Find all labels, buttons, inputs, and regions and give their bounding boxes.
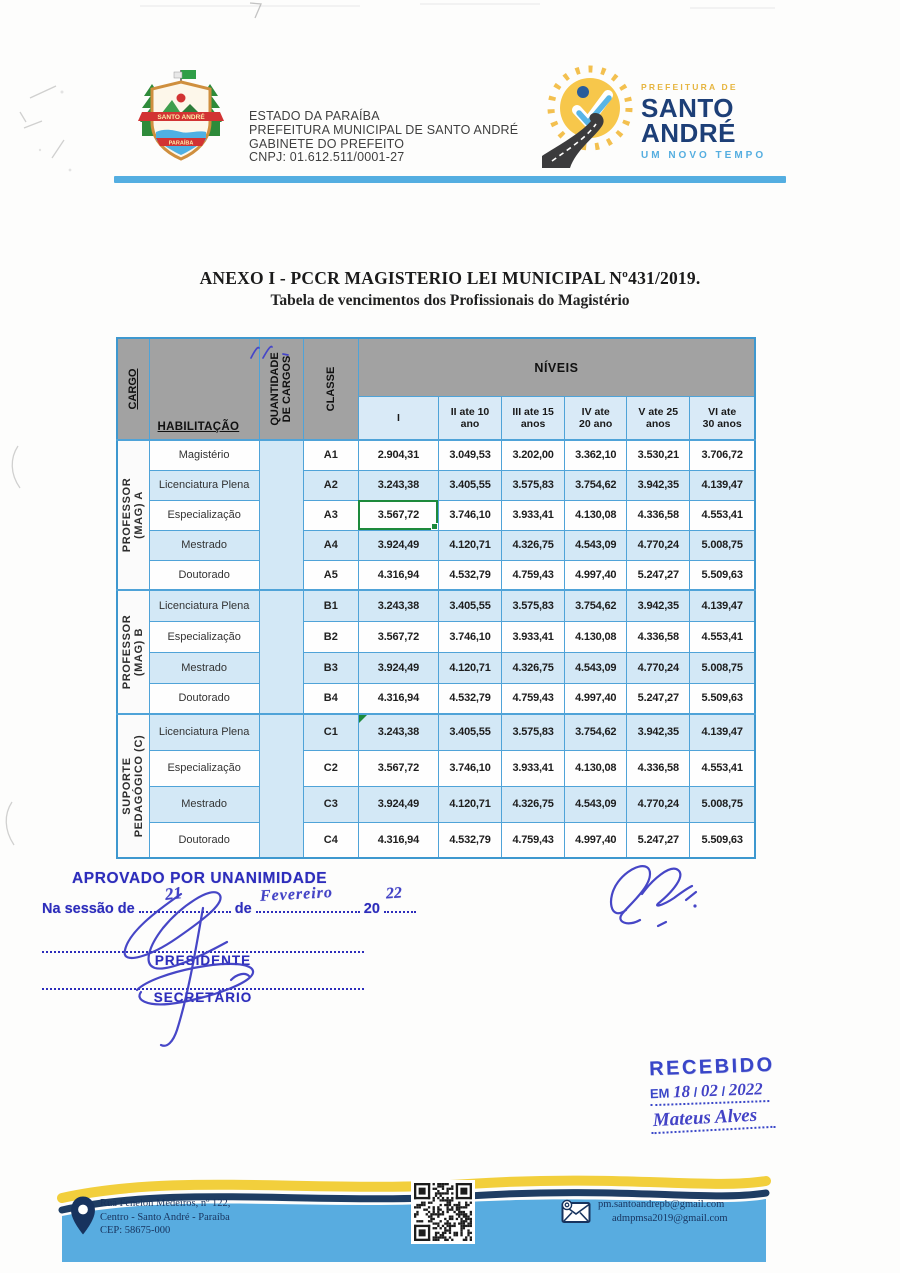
classe-cell: A2 [303, 470, 358, 500]
value-cell: 4.139,47 [690, 470, 755, 500]
value-cell: 4.553,41 [690, 621, 755, 652]
value-cell: 3.567,72 [358, 500, 438, 530]
email-envelope-icon [560, 1199, 592, 1225]
approval-stamp-title: APROVADO POR UNANIMIDADE [72, 870, 328, 887]
initials-signature [598, 848, 718, 943]
email-line: admpmsa2019@gmail.com [612, 1213, 728, 1224]
cargo-group-cell: PROFESSOR (MAG) A [117, 440, 149, 590]
value-cell: 3.567,72 [358, 621, 438, 652]
handwritten-day: 21 [163, 883, 183, 904]
level-header: VI ate 30 anos [690, 397, 755, 440]
value-cell: 4.543,09 [565, 530, 627, 560]
value-cell: 3.243,38 [358, 470, 438, 500]
value-cell: 3.933,41 [502, 750, 565, 786]
document-subtitle: Tabela de vencimentos dos Profissionais do Magistério [270, 292, 630, 309]
received-sep2: / [721, 1083, 726, 1099]
value-cell: 3.942,35 [627, 470, 690, 500]
value-cell: 4.997,40 [565, 560, 627, 590]
value-cell: 4.759,43 [502, 822, 565, 858]
value-cell: 3.746,10 [438, 750, 501, 786]
value-cell: 5.247,27 [627, 822, 690, 858]
classe-cell: C2 [303, 750, 358, 786]
table-row [117, 470, 755, 500]
value-cell: 3.567,72 [358, 750, 438, 786]
sun-road-logo-icon [540, 64, 640, 172]
level-header: I [358, 397, 438, 440]
value-cell: 2.904,31 [358, 440, 438, 470]
table-row [117, 714, 755, 750]
value-cell: 5.008,75 [690, 786, 755, 822]
received-signature: Mateus Alves [650, 1104, 775, 1134]
received-stamp [649, 1054, 777, 1133]
session-prefix: Na sessão de [42, 901, 135, 917]
value-cell: 4.130,08 [565, 500, 627, 530]
table-row [117, 530, 755, 560]
value-cell: 3.942,35 [627, 714, 690, 750]
column-header-classe: CLASSE [303, 338, 358, 440]
org-line: GABINETE DO PREFEITO [249, 136, 405, 151]
classe-cell: A1 [303, 440, 358, 470]
cargo-group-cell: SUPORTE PEDAGÓGICO (C) [117, 714, 149, 858]
habilitacao-cell: Doutorado [149, 822, 259, 858]
habilitacao-cell: Licenciatura Plena [149, 714, 259, 750]
president-label: PRESIDENTE [154, 953, 252, 968]
value-cell: 5.247,27 [627, 683, 690, 714]
value-cell: 4.543,09 [565, 786, 627, 822]
value-cell: 3.575,83 [502, 470, 565, 500]
value-cell: 4.326,75 [502, 530, 565, 560]
value-cell: 4.336,58 [627, 500, 690, 530]
received-year: 2022 [728, 1079, 764, 1100]
value-cell: 5.509,63 [690, 683, 755, 714]
habilitacao-cell: Licenciatura Plena [149, 470, 259, 500]
value-cell: 4.316,94 [358, 822, 438, 858]
value-cell: 4.336,58 [627, 750, 690, 786]
brand-name-line2: ANDRÉ [641, 117, 736, 148]
value-cell: 4.553,41 [690, 750, 755, 786]
received-month: 02 [700, 1080, 719, 1101]
handwritten-year: 22 [385, 884, 403, 903]
value-cell: 4.770,24 [627, 786, 690, 822]
level-header: III ate 15 anos [502, 397, 565, 440]
table-row [117, 786, 755, 822]
value-cell: 3.049,53 [438, 440, 501, 470]
email-line: pm.santoandrepb@gmail.com [598, 1199, 725, 1210]
value-cell: 4.532,79 [438, 560, 501, 590]
column-header-niveis: NÍVEIS [358, 338, 755, 397]
qr-code [411, 1180, 475, 1244]
address-line: Centro - Santo André - Paraíba [100, 1211, 230, 1223]
document-title: ANEXO I - PCCR MAGISTERIO LEI MUNICIPAL Nº431/2019. [199, 268, 701, 288]
level-header: IV ate 20 ano [565, 397, 627, 440]
quantidade-cell [259, 714, 303, 858]
value-cell: 3.754,62 [565, 590, 627, 621]
value-cell: 4.130,08 [565, 621, 627, 652]
value-cell: 3.202,00 [502, 440, 565, 470]
value-cell: 4.770,24 [627, 530, 690, 560]
classe-cell: C4 [303, 822, 358, 858]
quantidade-cell [259, 590, 303, 714]
org-line: PREFEITURA MUNICIPAL DE SANTO ANDRÉ [249, 122, 519, 137]
received-date-line [650, 1079, 770, 1106]
value-cell: 3.405,55 [438, 470, 501, 500]
value-cell: 4.120,71 [438, 530, 501, 560]
value-cell: 3.530,21 [627, 440, 690, 470]
value-cell: 4.543,09 [565, 652, 627, 683]
received-title: RECEBIDO [648, 1053, 775, 1081]
value-cell: 4.553,41 [690, 500, 755, 530]
header-divider [114, 176, 786, 183]
value-cell: 3.243,38 [358, 590, 438, 621]
president-secretary-signature [85, 872, 315, 1057]
value-cell: 3.746,10 [438, 621, 501, 652]
address-line: Rua Fenelon Medeiros, nº 122, [100, 1198, 231, 1209]
value-cell: 3.575,83 [502, 714, 565, 750]
address-line: CEP: 58675-000 [100, 1225, 171, 1236]
salary-table [116, 337, 756, 859]
habilitacao-cell: Mestrado [149, 530, 259, 560]
value-cell: 3.746,10 [438, 500, 501, 530]
value-cell: 4.316,94 [358, 560, 438, 590]
value-cell: 3.924,49 [358, 786, 438, 822]
table-row [117, 652, 755, 683]
level-header: V ate 25 anos [627, 397, 690, 440]
table-row [117, 590, 755, 621]
brand-pretitle: PREFEITURA DE [641, 82, 738, 92]
org-line: CNPJ: 01.612.511/0001-27 [249, 150, 405, 165]
value-cell: 3.924,49 [358, 652, 438, 683]
value-cell: 4.532,79 [438, 822, 501, 858]
value-cell: 4.759,43 [502, 683, 565, 714]
received-em: EM [649, 1085, 670, 1102]
classe-cell: C3 [303, 786, 358, 822]
value-cell: 4.532,79 [438, 683, 501, 714]
value-cell: 4.120,71 [438, 786, 501, 822]
value-cell: 3.405,55 [438, 590, 501, 621]
value-cell: 3.924,49 [358, 530, 438, 560]
table-row [117, 500, 755, 530]
salary-table-grid [116, 337, 756, 859]
value-cell: 5.247,27 [627, 560, 690, 590]
value-cell: 4.139,47 [690, 590, 755, 621]
pen-scribble-mark [243, 340, 313, 364]
column-header-quantidade: QUANTIDADE DE CARGOS [259, 338, 303, 440]
level-header: II ate 10 ano [438, 397, 501, 440]
table-row [117, 683, 755, 714]
value-cell: 3.405,55 [438, 714, 501, 750]
classe-cell: B4 [303, 683, 358, 714]
received-sep: / [693, 1084, 698, 1100]
value-cell: 5.008,75 [690, 530, 755, 560]
habilitacao-cell: Doutorado [149, 560, 259, 590]
value-cell: 4.326,75 [502, 652, 565, 683]
value-cell: 4.120,71 [438, 652, 501, 683]
habilitacao-cell: Mestrado [149, 786, 259, 822]
secretary-label: SECRETÁRIO [153, 990, 253, 1005]
cargo-group-cell: PROFESSOR (MAG) B [117, 590, 149, 714]
brand-name-line1: SANTO [641, 92, 735, 123]
value-cell: 5.509,63 [690, 560, 755, 590]
brand-tagline: UM NOVO TEMPO [641, 149, 767, 161]
footer-emails [598, 1198, 756, 1226]
classe-cell: A3 [303, 500, 358, 530]
handwritten-month: Fevereiro [259, 884, 334, 905]
value-cell: 4.997,40 [565, 683, 627, 714]
column-header-habilitacao: HABILITAÇÃO [149, 338, 259, 440]
value-cell: 4.759,43 [502, 560, 565, 590]
brand-text-block [641, 83, 766, 161]
received-day: 18 [672, 1081, 691, 1102]
value-cell: 3.243,38 [358, 714, 438, 750]
value-cell: 3.933,41 [502, 621, 565, 652]
value-cell: 5.008,75 [690, 652, 755, 683]
value-cell: 4.316,94 [358, 683, 438, 714]
value-cell: 4.326,75 [502, 786, 565, 822]
quantidade-cell [259, 440, 303, 590]
value-cell: 3.575,83 [502, 590, 565, 621]
classe-cell: B3 [303, 652, 358, 683]
value-cell: 3.942,35 [627, 590, 690, 621]
table-row [117, 621, 755, 652]
letterhead-org-block [249, 110, 518, 165]
column-header-cargo: CARGO [117, 338, 149, 440]
session-year-prefix: 20 [363, 901, 380, 917]
session-de: de [234, 901, 252, 917]
table-row [117, 750, 755, 786]
habilitacao-cell: Especialização [149, 500, 259, 530]
value-cell: 5.509,63 [690, 822, 755, 858]
value-cell: 3.362,10 [565, 440, 627, 470]
classe-cell: B1 [303, 590, 358, 621]
value-cell: 4.770,24 [627, 652, 690, 683]
classe-cell: B2 [303, 621, 358, 652]
value-cell: 4.139,47 [690, 714, 755, 750]
table-row [117, 440, 755, 470]
crest-banner2-text: PARAÍBA [168, 140, 194, 147]
habilitacao-cell: Especialização [149, 621, 259, 652]
value-cell: 4.336,58 [627, 621, 690, 652]
habilitacao-cell: Magistério [149, 440, 259, 470]
value-cell: 4.130,08 [565, 750, 627, 786]
value-cell: 3.754,62 [565, 714, 627, 750]
habilitacao-cell: Doutorado [149, 683, 259, 714]
classe-cell: C1 [303, 714, 358, 750]
classe-cell: A4 [303, 530, 358, 560]
session-year-blank [384, 884, 416, 913]
table-row [117, 560, 755, 590]
org-line: ESTADO DA PARAÍBA [249, 109, 380, 123]
value-cell: 3.754,62 [565, 470, 627, 500]
habilitacao-cell: Licenciatura Plena [149, 590, 259, 621]
location-pin-icon [70, 1196, 96, 1236]
habilitacao-cell: Especialização [149, 750, 259, 786]
footer-address [100, 1197, 230, 1238]
crest-banner-text: SANTO ANDRÉ [157, 114, 205, 121]
classe-cell: A5 [303, 560, 358, 590]
value-cell: 3.933,41 [502, 500, 565, 530]
value-cell: 3.706,72 [690, 440, 755, 470]
municipal-crest-logo [130, 66, 232, 166]
value-cell: 4.997,40 [565, 822, 627, 858]
habilitacao-cell: Mestrado [149, 652, 259, 683]
